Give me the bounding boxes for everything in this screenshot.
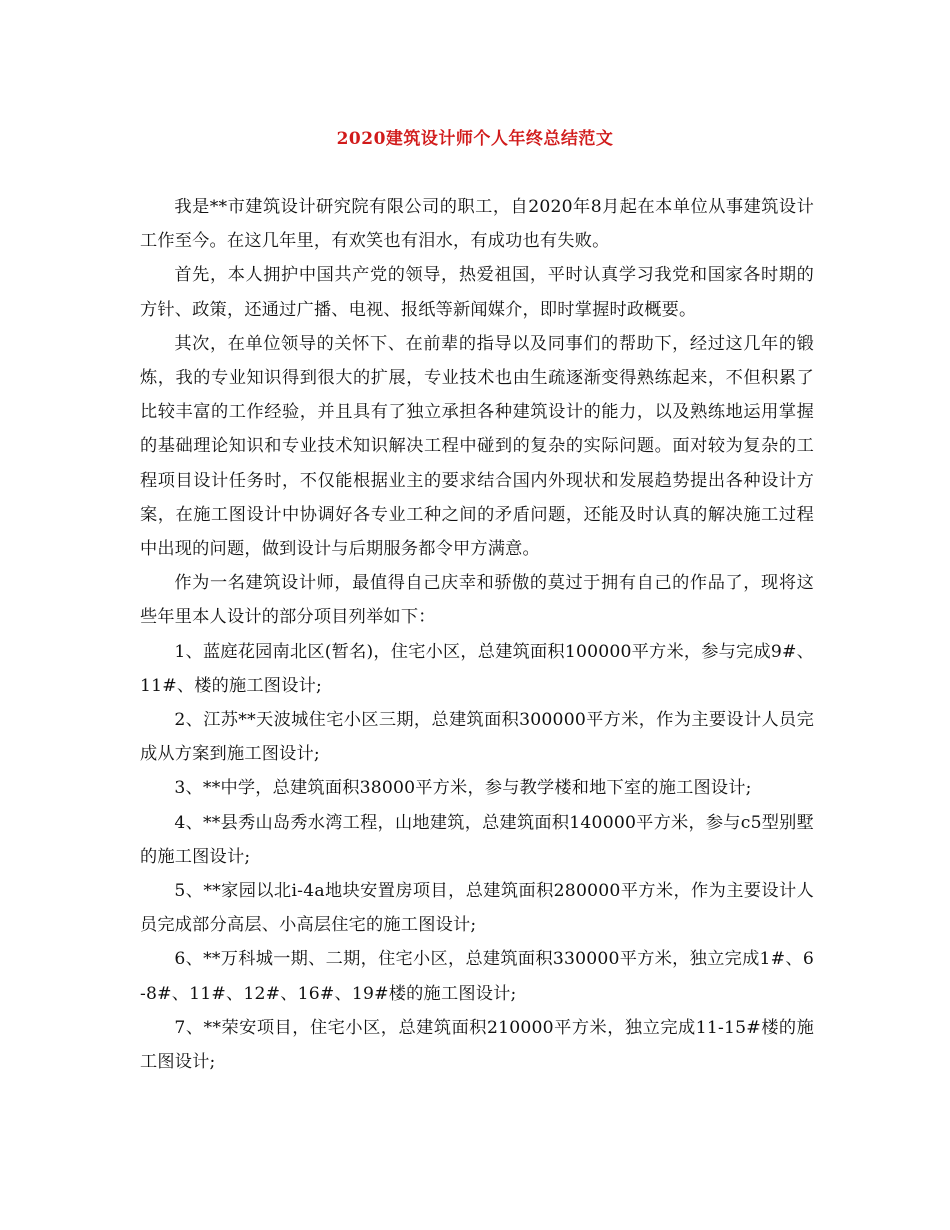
paragraph-political: 首先，本人拥护中国共产党的领导，热爱祖国，平时认真学习我党和国家各时期的方针、政策，还通过广播、电视、报纸等新闻媒介，即时掌握时政概要。 bbox=[140, 265, 814, 320]
paragraph-projects-intro: 作为一名建筑设计师，最值得自己庆幸和骄傲的莫过于拥有自己的作品了，现将这些年里本人设计的部分项目列举如下： bbox=[140, 573, 814, 628]
project-item-1: 1、蓝庭花园南北区(暂名)，住宅小区，总建筑面积100000平方米，参与完成9#、11#、楼的施工图设计; bbox=[140, 641, 814, 696]
document-title: 2020建筑设计师个人年终总结范文 bbox=[336, 129, 614, 149]
paragraph-professional-growth: 其次，在单位领导的关怀下、在前辈的指导以及同事们的帮助下，经过这几年的锻炼，我的专业知识得到很大的扩展，专业技术也由生疏逐渐变得熟练起来，不但积累了比较丰富的工作经验，并且具有了独立承担各种建筑设计的能力，以及熟练地运用掌握的基础理论知识和专业技术知识解决工程中碰到的复杂的实际问题。面对较为复杂的工程项目设计任务时，不仅能根据业主的要求结合国内外现状和发展趋势提出各种设计方案，在施工图设计中协调好各专业工种之间的矛盾问题，还能及时认真的解决施工过程中出现的问题，做到设计与后期服务都令甲方满意。 bbox=[140, 333, 814, 560]
document-body bbox=[140, 190, 814, 1079]
project-item-7: 7、**荣安项目，住宅小区，总建筑面积210000平方米，独立完成11-15#楼的施工图设计; bbox=[140, 1017, 814, 1073]
project-item-5: 5、**家园以北i-4a地块安置房项目，总建筑面积280000平方米，作为主要设计人员完成部分高层、小高层住宅的施工图设计; bbox=[140, 881, 814, 936]
paragraph-intro: 我是**市建筑设计研究院有限公司的职工，自2020年8月起在本单位从事建筑设计工作至今。在这几年里，有欢笑也有泪水，有成功也有失败。 bbox=[140, 197, 814, 252]
project-item-2: 2、江苏**天波城住宅小区三期，总建筑面积300000平方米，作为主要设计人员完成从方案到施工图设计; bbox=[140, 710, 814, 765]
project-item-6: 6、**万科城一期、二期，住宅小区，总建筑面积330000平方米，独立完成1#、6-8#、11#、12#、16#、19#楼的施工图设计; bbox=[140, 949, 814, 1004]
project-item-4: 4、**县秀山岛秀水湾工程，山地建筑，总建筑面积140000平方米，参与c5型别墅的施工图设计; bbox=[140, 812, 814, 867]
project-item-3: 3、**中学，总建筑面积38000平方米，参与教学楼和地下室的施工图设计; bbox=[174, 778, 752, 799]
